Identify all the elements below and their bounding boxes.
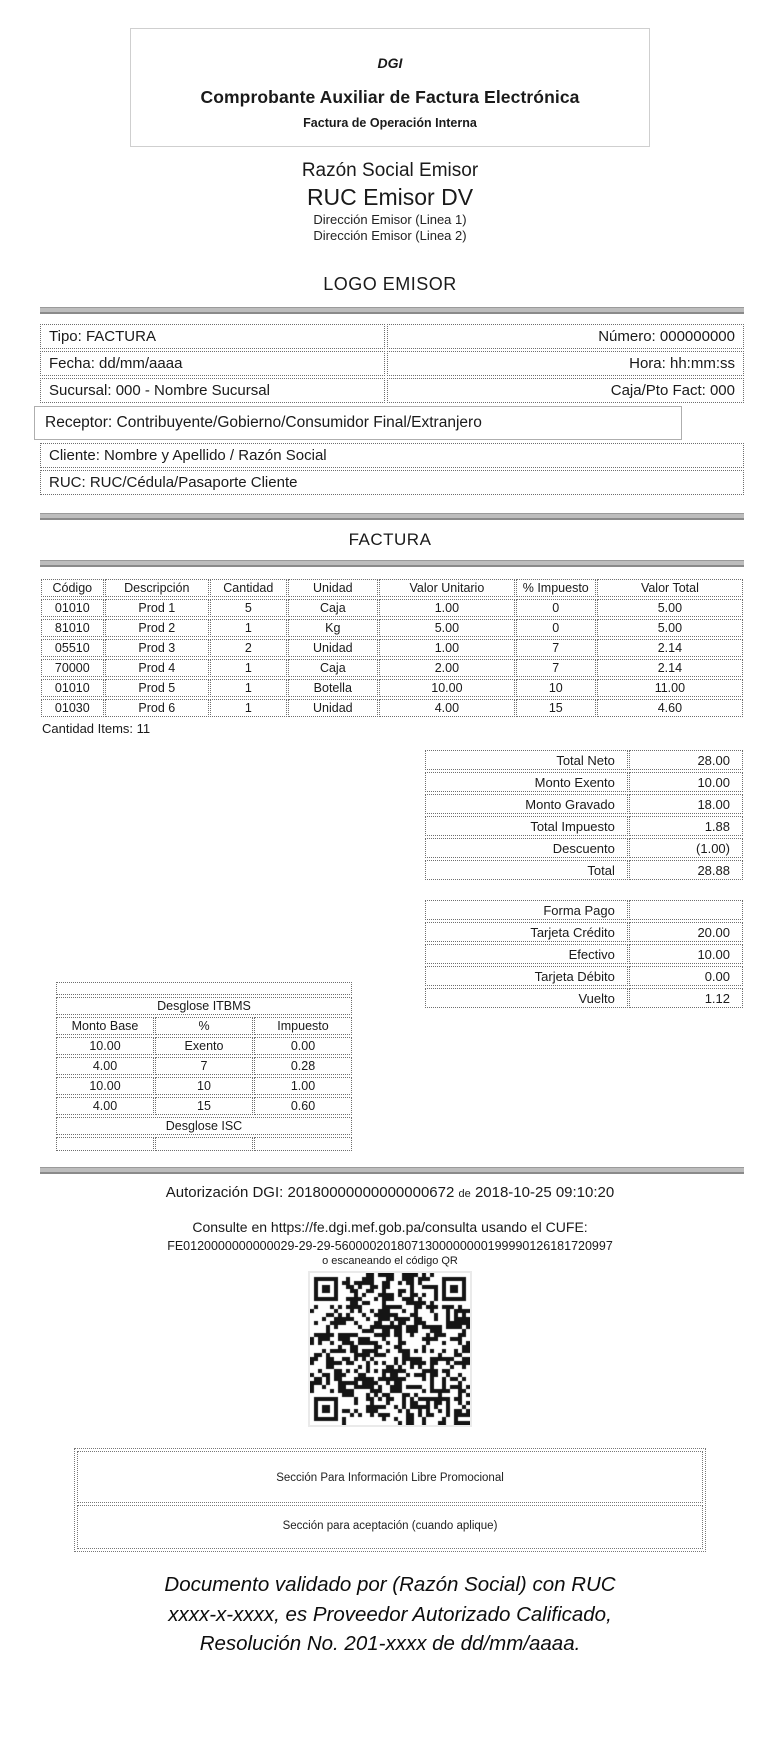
sucursal-label: Sucursal: bbox=[49, 382, 112, 399]
tax-base: 4.00 bbox=[56, 1097, 154, 1115]
tipo-cell bbox=[40, 324, 385, 349]
tax-amount: 0.60 bbox=[254, 1097, 352, 1115]
agency-name: DGI bbox=[377, 55, 403, 71]
item-impuesto: 10 bbox=[516, 679, 596, 697]
item-impuesto: 0 bbox=[516, 599, 596, 617]
item-valor-unitario: 5.00 bbox=[379, 619, 515, 637]
caja-label: Caja/Pto Fact: bbox=[610, 382, 706, 399]
item-valor-unitario: 1.00 bbox=[379, 639, 515, 657]
item-cantidad: 1 bbox=[210, 679, 287, 697]
tax-title: Desglose ITBMS bbox=[56, 997, 352, 1015]
cufe-instruction: Consulte en https://fe.dgi.mef.gob.pa/consulta usando el CUFE: bbox=[192, 1219, 588, 1235]
item-codigo: 01010 bbox=[41, 599, 104, 617]
tax-header-impuesto: Impuesto bbox=[254, 1017, 352, 1035]
items-count-value: 11 bbox=[136, 721, 151, 736]
isc-empty-cell bbox=[254, 1137, 352, 1151]
validation-footer-line: xxxx-x-xxxx, es Proveedor Autorizado Calificado, bbox=[168, 1602, 612, 1626]
item-valor-total: 2.14 bbox=[597, 639, 743, 657]
col-header-valor-unitario: Valor Unitario bbox=[379, 579, 515, 597]
fecha-cell bbox=[40, 351, 385, 376]
totals-row bbox=[425, 794, 743, 814]
item-impuesto: 0 bbox=[516, 619, 596, 637]
tipo-value: FACTURA bbox=[85, 328, 156, 345]
emitter-block bbox=[0, 159, 780, 244]
free-sections-box bbox=[74, 1448, 706, 1552]
payment-row bbox=[425, 922, 743, 942]
receptor-value: Contribuyente/Gobierno/Consumidor Final/Extranjero bbox=[116, 414, 482, 431]
tax-amount: 0.00 bbox=[254, 1037, 352, 1055]
item-unidad: Kg bbox=[288, 619, 378, 637]
item-unidad: Botella bbox=[288, 679, 378, 697]
items-table bbox=[40, 577, 744, 719]
authorization-datetime: 2018-10-25 09:10:20 bbox=[474, 1184, 615, 1201]
item-row bbox=[41, 679, 743, 697]
receptor-callout bbox=[34, 406, 682, 440]
col-header-unidad: Unidad bbox=[288, 579, 378, 597]
sucursal-value: 000 - Nombre Sucursal bbox=[115, 382, 270, 399]
qr-code bbox=[308, 1271, 472, 1427]
items-count-note bbox=[42, 721, 780, 736]
payment-row bbox=[425, 944, 743, 964]
fecha-value: dd/mm/aaaa bbox=[99, 355, 183, 372]
tax-header-monto-base: Monto Base bbox=[56, 1017, 154, 1035]
payment-label: Tarjeta Débito bbox=[425, 966, 628, 986]
total-label: Descuento bbox=[425, 838, 628, 858]
item-codigo: 81010 bbox=[41, 619, 104, 637]
payment-value: 10.00 bbox=[629, 944, 743, 964]
hora-value: hh:mm:ss bbox=[669, 355, 735, 372]
authorization-line bbox=[0, 1184, 780, 1201]
document-subtitle: Factura de Operación Interna bbox=[303, 116, 477, 130]
total-value: 10.00 bbox=[629, 772, 743, 792]
item-valor-total: 5.00 bbox=[597, 619, 743, 637]
acceptance-section: Sección para aceptación (cuando aplique) bbox=[77, 1505, 703, 1549]
total-label: Total Impuesto bbox=[425, 816, 628, 836]
payment-value: 20.00 bbox=[629, 922, 743, 942]
col-header-cantidad: Cantidad bbox=[210, 579, 287, 597]
item-valor-unitario: 2.00 bbox=[379, 659, 515, 677]
validation-footer-line: Documento validado por (Razón Social) con RUC bbox=[164, 1572, 616, 1596]
info-row-sucursal-caja bbox=[40, 378, 744, 403]
tax-row bbox=[56, 1037, 352, 1055]
fecha-label: Fecha: bbox=[49, 355, 95, 372]
tax-header-percent: % bbox=[155, 1017, 253, 1035]
tax-base: 4.00 bbox=[56, 1057, 154, 1075]
tax-amount: 0.28 bbox=[254, 1057, 352, 1075]
emitter-name: Razón Social Emisor bbox=[301, 160, 479, 181]
divider-rule bbox=[40, 560, 744, 567]
item-row bbox=[41, 639, 743, 657]
hora-label: Hora: bbox=[629, 355, 666, 372]
tax-base: 10.00 bbox=[56, 1077, 154, 1095]
item-unidad: Caja bbox=[288, 659, 378, 677]
payment-title: Forma Pago bbox=[425, 900, 628, 920]
payment-label: Efectivo bbox=[425, 944, 628, 964]
item-valor-total: 4.60 bbox=[597, 699, 743, 717]
total-label: Monto Gravado bbox=[425, 794, 628, 814]
item-impuesto: 7 bbox=[516, 659, 596, 677]
item-descripcion: Prod 2 bbox=[105, 619, 209, 637]
totals-table bbox=[424, 748, 744, 882]
tax-header-row bbox=[56, 1017, 352, 1035]
authorization-connector: de bbox=[458, 1188, 471, 1200]
item-codigo: 70000 bbox=[41, 659, 104, 677]
item-valor-unitario: 10.00 bbox=[379, 679, 515, 697]
validation-footer bbox=[105, 1570, 675, 1659]
tax-title-row bbox=[56, 997, 352, 1015]
item-row bbox=[41, 699, 743, 717]
item-valor-total: 11.00 bbox=[597, 679, 743, 697]
tax-rate: 7 bbox=[155, 1057, 253, 1075]
ruc-value: RUC/Cédula/Pasaporte Cliente bbox=[89, 474, 298, 491]
item-descripcion: Prod 4 bbox=[105, 659, 209, 677]
authorization-number: 20180000000000000672 bbox=[287, 1184, 455, 1201]
col-header-valor-total: Valor Total bbox=[597, 579, 743, 597]
isc-empty-row bbox=[56, 1137, 352, 1151]
item-cantidad: 1 bbox=[210, 659, 287, 677]
isc-title-row bbox=[56, 1117, 352, 1135]
item-cantidad: 1 bbox=[210, 619, 287, 637]
item-valor-total: 5.00 bbox=[597, 599, 743, 617]
emitter-logo-placeholder: LOGO EMISOR bbox=[323, 274, 457, 294]
item-valor-total: 2.14 bbox=[597, 659, 743, 677]
isc-empty-cell bbox=[155, 1137, 253, 1151]
cliente-label: Cliente: bbox=[49, 447, 100, 464]
item-codigo: 01010 bbox=[41, 679, 104, 697]
total-value: (1.00) bbox=[629, 838, 743, 858]
payment-title-empty-cell bbox=[629, 900, 743, 920]
item-valor-unitario: 1.00 bbox=[379, 599, 515, 617]
info-row-fecha-hora bbox=[40, 351, 744, 376]
numero-value: 000000000 bbox=[659, 328, 735, 345]
info-row-cliente bbox=[40, 443, 744, 468]
document-header-box bbox=[130, 28, 650, 147]
cufe-code: FE0120000000000029-29-29-5600002018071300000000199990126181720997 bbox=[167, 1238, 613, 1253]
ruc-label: RUC: bbox=[49, 474, 86, 491]
invoice-section-title: FACTURA bbox=[348, 530, 432, 549]
item-valor-unitario: 4.00 bbox=[379, 699, 515, 717]
tax-row bbox=[56, 1057, 352, 1075]
qr-instruction: o escaneando el código QR bbox=[322, 1255, 458, 1268]
divider-rule bbox=[40, 513, 744, 520]
isc-empty-cell bbox=[56, 1137, 154, 1151]
payment-value: 1.12 bbox=[629, 988, 743, 1008]
total-label: Total Neto bbox=[425, 750, 628, 770]
item-row bbox=[41, 599, 743, 617]
payment-title-row bbox=[425, 900, 743, 920]
payment-label: Tarjeta Crédito bbox=[425, 922, 628, 942]
item-impuesto: 7 bbox=[516, 639, 596, 657]
item-row bbox=[41, 659, 743, 677]
payment-row bbox=[425, 988, 743, 1008]
divider-rule bbox=[40, 1167, 744, 1174]
item-impuesto: 15 bbox=[516, 699, 596, 717]
numero-label: Número: bbox=[598, 328, 656, 345]
qr-wrap bbox=[0, 1271, 780, 1432]
cliente-value: Nombre y Apellido / Razón Social bbox=[104, 447, 327, 464]
cliente-cell bbox=[40, 443, 744, 468]
tax-amount: 1.00 bbox=[254, 1077, 352, 1095]
tipo-label: Tipo: bbox=[49, 328, 82, 345]
promo-section: Sección Para Información Libre Promocional bbox=[77, 1451, 703, 1503]
col-header-descripcion: Descripción bbox=[105, 579, 209, 597]
sucursal-cell bbox=[40, 378, 385, 403]
emitter-address-1: Dirección Emisor (Linea 1) bbox=[313, 211, 467, 227]
total-value: 28.88 bbox=[629, 860, 743, 880]
item-descripcion: Prod 3 bbox=[105, 639, 209, 657]
info-row-ruc bbox=[40, 470, 744, 495]
payment-value: 0.00 bbox=[629, 966, 743, 986]
tax-rate: 15 bbox=[155, 1097, 253, 1115]
item-unidad: Unidad bbox=[288, 699, 378, 717]
item-descripcion: Prod 5 bbox=[105, 679, 209, 697]
payment-label: Vuelto bbox=[425, 988, 628, 1008]
tax-spacer-row bbox=[56, 982, 352, 995]
isc-title: Desglose ISC bbox=[56, 1117, 352, 1135]
item-unidad: Unidad bbox=[288, 639, 378, 657]
caja-cell bbox=[387, 378, 744, 403]
items-count-label: Cantidad Items: bbox=[42, 721, 134, 736]
tax-row bbox=[56, 1097, 352, 1115]
item-codigo: 01030 bbox=[41, 699, 104, 717]
total-value: 1.88 bbox=[629, 816, 743, 836]
tax-rate: 10 bbox=[155, 1077, 253, 1095]
payment-table bbox=[424, 898, 744, 1010]
tax-row bbox=[56, 1077, 352, 1095]
totals-row bbox=[425, 816, 743, 836]
total-label: Total bbox=[425, 860, 628, 880]
items-header-row bbox=[41, 579, 743, 597]
document-title: Comprobante Auxiliar de Factura Electrónica bbox=[200, 87, 580, 107]
cufe-block bbox=[0, 1219, 780, 1269]
validation-footer-line: Resolución No. 201-xxxx de dd/mm/aaaa. bbox=[199, 1632, 581, 1656]
total-label: Monto Exento bbox=[425, 772, 628, 792]
ruc-cell bbox=[40, 470, 744, 495]
totals-row bbox=[425, 838, 743, 858]
total-value: 28.00 bbox=[629, 750, 743, 770]
tax-rate: Exento bbox=[155, 1037, 253, 1055]
divider-rule bbox=[40, 307, 744, 314]
item-unidad: Caja bbox=[288, 599, 378, 617]
caja-value: 000 bbox=[709, 382, 735, 399]
item-cantidad: 1 bbox=[210, 699, 287, 717]
tax-spacer-cell bbox=[56, 982, 352, 995]
payment-row bbox=[425, 966, 743, 986]
item-cantidad: 5 bbox=[210, 599, 287, 617]
totals-row bbox=[425, 860, 743, 880]
item-descripcion: Prod 1 bbox=[105, 599, 209, 617]
authorization-label: Autorización DGI: bbox=[165, 1184, 284, 1201]
item-codigo: 05510 bbox=[41, 639, 104, 657]
info-row-tipo-numero bbox=[40, 324, 744, 349]
item-descripcion: Prod 6 bbox=[105, 699, 209, 717]
totals-row bbox=[425, 750, 743, 770]
hora-cell bbox=[387, 351, 744, 376]
emitter-address-2: Dirección Emisor (Linea 2) bbox=[313, 227, 467, 243]
totals-row bbox=[425, 772, 743, 792]
col-header-impuesto: % Impuesto bbox=[516, 579, 596, 597]
receptor-label: Receptor: bbox=[45, 414, 113, 431]
numero-cell bbox=[387, 324, 744, 349]
col-header-codigo: Código bbox=[41, 579, 104, 597]
total-value: 18.00 bbox=[629, 794, 743, 814]
item-row bbox=[41, 619, 743, 637]
emitter-ruc: RUC Emisor DV bbox=[306, 183, 474, 210]
invoice-info-table bbox=[40, 324, 744, 495]
item-cantidad: 2 bbox=[210, 639, 287, 657]
tax-base: 10.00 bbox=[56, 1037, 154, 1055]
tax-breakdown-table bbox=[55, 980, 353, 1153]
